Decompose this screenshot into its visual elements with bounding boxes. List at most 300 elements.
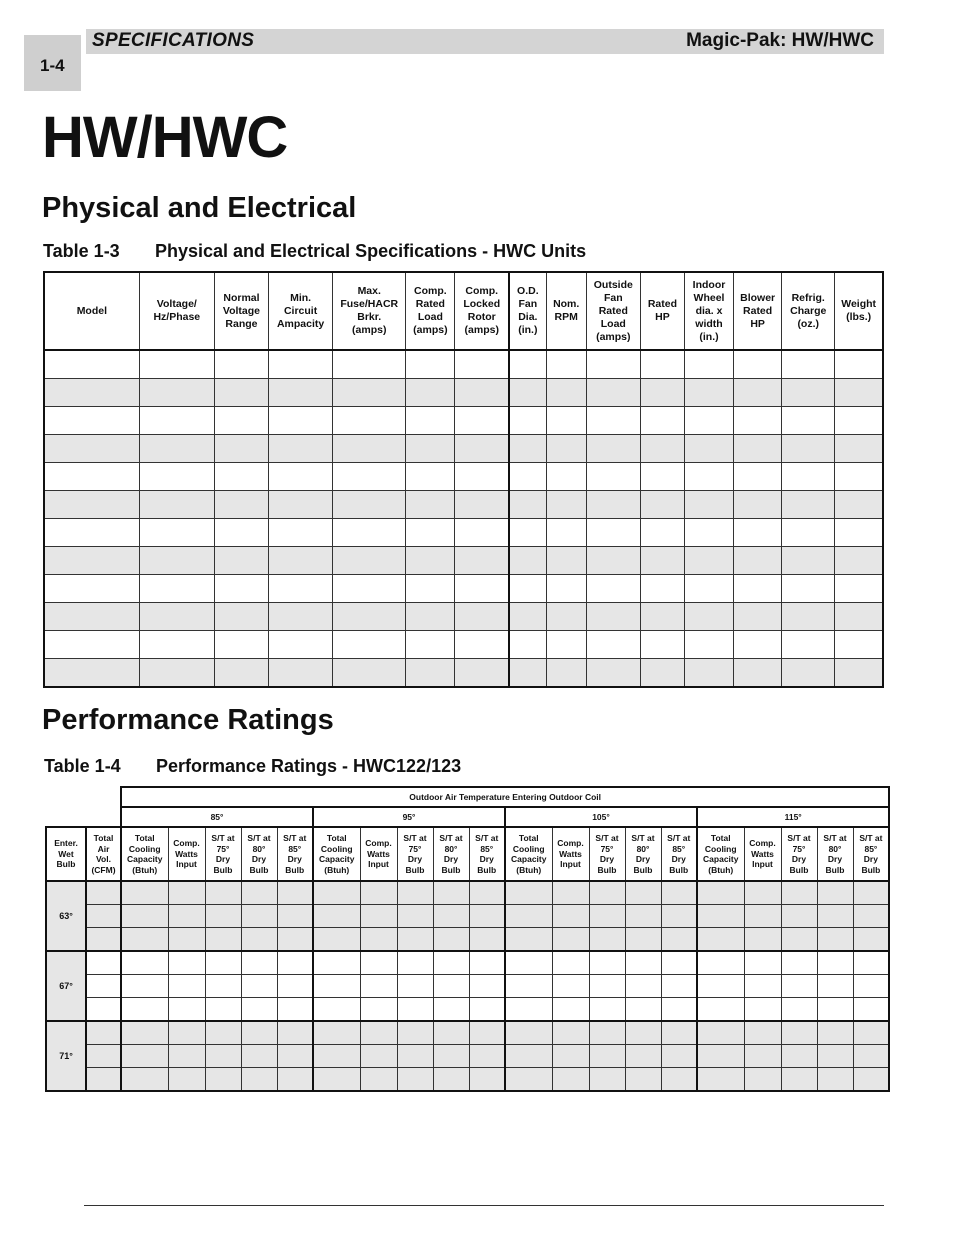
table-cell xyxy=(269,519,333,547)
table-cell xyxy=(455,379,509,407)
table-cell xyxy=(139,603,214,631)
table-cell xyxy=(697,1045,744,1068)
table-cell xyxy=(214,463,268,491)
table-cell xyxy=(469,975,505,998)
performance-col-header: S/T at 75° Dry Bulb xyxy=(205,827,241,881)
table-cell xyxy=(817,951,853,975)
table-cell xyxy=(455,491,509,519)
table-cell xyxy=(214,435,268,463)
table-cell xyxy=(406,631,455,659)
table-cell xyxy=(734,631,782,659)
performance-col-header: Total Cooling Capacity (Btuh) xyxy=(313,827,360,881)
table-cell xyxy=(313,1021,360,1045)
table-cell xyxy=(455,519,509,547)
table-cell xyxy=(625,905,661,928)
table-row xyxy=(44,350,883,379)
physical-col-header: Comp. Locked Rotor (amps) xyxy=(455,272,509,350)
table-cell xyxy=(835,350,883,379)
table-cell xyxy=(684,350,733,379)
table-cell xyxy=(469,1045,505,1068)
table-cell xyxy=(744,1045,781,1068)
table-cell xyxy=(205,928,241,952)
temperature-header: 85° xyxy=(121,807,313,827)
table-cell xyxy=(455,547,509,575)
table-cell xyxy=(241,975,277,998)
table-cell xyxy=(640,659,684,688)
table-cell xyxy=(661,905,697,928)
table-cell xyxy=(817,928,853,952)
table-cell xyxy=(433,998,469,1022)
table-cell xyxy=(835,379,883,407)
temperature-header: 105° xyxy=(505,807,697,827)
air-volume-header: Total Air Vol. (CFM) xyxy=(86,827,121,881)
table-cell xyxy=(313,1068,360,1092)
table-cell xyxy=(853,1068,889,1092)
table-cell xyxy=(509,407,546,435)
performance-col-header: Comp. Watts Input xyxy=(360,827,397,881)
table-row xyxy=(44,659,883,688)
table-cell xyxy=(406,491,455,519)
table-cell xyxy=(44,463,139,491)
table-cell xyxy=(433,928,469,952)
table-row xyxy=(44,379,883,407)
table-cell xyxy=(241,1045,277,1068)
table-cell xyxy=(455,659,509,688)
table-cell xyxy=(640,491,684,519)
table-cell xyxy=(121,998,168,1022)
table-cell xyxy=(589,1045,625,1068)
table-cell xyxy=(546,350,586,379)
table-cell xyxy=(168,881,205,905)
physical-col-header: Indoor Wheel dia. x width (in.) xyxy=(684,272,733,350)
page-number: 1-4 xyxy=(40,56,65,75)
performance-col-header: S/T at 85° Dry Bulb xyxy=(853,827,889,881)
table-cell xyxy=(44,379,139,407)
table-cell xyxy=(734,547,782,575)
table-cell xyxy=(586,435,640,463)
table-cell xyxy=(121,881,168,905)
table-cell xyxy=(835,603,883,631)
table-cell xyxy=(269,575,333,603)
table-cell xyxy=(546,547,586,575)
table-row xyxy=(44,463,883,491)
table-cell xyxy=(684,407,733,435)
table-cell xyxy=(781,1021,817,1045)
performance-col-header: S/T at 85° Dry Bulb xyxy=(469,827,505,881)
table-row xyxy=(44,407,883,435)
table-cell xyxy=(697,1068,744,1092)
table-cell xyxy=(640,379,684,407)
table-cell xyxy=(269,603,333,631)
table-cell xyxy=(661,1068,697,1092)
performance-col-header: S/T at 75° Dry Bulb xyxy=(397,827,433,881)
table-cell xyxy=(214,491,268,519)
table-cell xyxy=(269,435,333,463)
table-cell xyxy=(360,905,397,928)
table-cell xyxy=(269,407,333,435)
table-cell xyxy=(853,998,889,1022)
table-row xyxy=(44,547,883,575)
table-cell xyxy=(835,631,883,659)
table-cell xyxy=(589,951,625,975)
table-cell xyxy=(781,928,817,952)
table-cell xyxy=(589,905,625,928)
table-cell xyxy=(86,1068,121,1092)
table-cell xyxy=(509,463,546,491)
table-cell xyxy=(817,1045,853,1068)
table-cell xyxy=(625,928,661,952)
table-cell xyxy=(469,951,505,975)
table-cell xyxy=(241,928,277,952)
table-row xyxy=(46,928,889,952)
table-cell xyxy=(241,951,277,975)
table-cell xyxy=(734,379,782,407)
table-cell xyxy=(586,491,640,519)
table-cell xyxy=(640,603,684,631)
table-cell xyxy=(505,1045,552,1068)
table-cell xyxy=(684,631,733,659)
table-cell xyxy=(697,928,744,952)
table-cell xyxy=(277,1021,313,1045)
table-cell xyxy=(734,659,782,688)
performance-col-header: Comp. Watts Input xyxy=(744,827,781,881)
table-cell xyxy=(509,435,546,463)
table-cell xyxy=(269,547,333,575)
table-cell xyxy=(277,928,313,952)
table-cell xyxy=(505,928,552,952)
table-cell xyxy=(455,631,509,659)
table-cell xyxy=(782,350,835,379)
wet-bulb-header: Enter. Wet Bulb xyxy=(46,827,86,881)
table-cell xyxy=(734,350,782,379)
table-cell xyxy=(277,951,313,975)
table-cell xyxy=(853,975,889,998)
table-cell xyxy=(277,998,313,1022)
performance-col-header: S/T at 85° Dry Bulb xyxy=(277,827,313,881)
table-cell xyxy=(552,1045,589,1068)
table-cell xyxy=(214,547,268,575)
table-cell xyxy=(697,951,744,975)
temperature-header: 115° xyxy=(697,807,889,827)
table-cell xyxy=(546,435,586,463)
table-cell xyxy=(406,379,455,407)
table-cell xyxy=(853,881,889,905)
table-cell xyxy=(640,631,684,659)
table-cell xyxy=(509,603,546,631)
table-cell xyxy=(333,519,406,547)
table-cell xyxy=(269,631,333,659)
table-cell xyxy=(552,1021,589,1045)
table-cell xyxy=(744,998,781,1022)
table-cell xyxy=(589,1068,625,1092)
table-cell xyxy=(168,998,205,1022)
performance-col-header: S/T at 80° Dry Bulb xyxy=(241,827,277,881)
table-cell xyxy=(586,519,640,547)
table-cell xyxy=(782,603,835,631)
table-cell xyxy=(241,998,277,1022)
table-cell xyxy=(505,905,552,928)
table-row xyxy=(46,951,889,975)
table-row xyxy=(46,998,889,1022)
table-cell xyxy=(817,881,853,905)
performance-col-header: S/T at 80° Dry Bulb xyxy=(625,827,661,881)
table-cell xyxy=(333,575,406,603)
table-cell xyxy=(505,1068,552,1092)
table-row xyxy=(46,1021,889,1045)
table-cell xyxy=(661,998,697,1022)
table-cell xyxy=(214,603,268,631)
table-cell xyxy=(734,463,782,491)
table-cell xyxy=(313,951,360,975)
table-cell xyxy=(360,998,397,1022)
table-row xyxy=(46,975,889,998)
table-cell xyxy=(139,379,214,407)
table-cell xyxy=(586,575,640,603)
performance-col-header: S/T at 85° Dry Bulb xyxy=(661,827,697,881)
table-cell xyxy=(168,905,205,928)
table-cell xyxy=(744,975,781,998)
table-cell xyxy=(44,575,139,603)
performance-col-header: S/T at 80° Dry Bulb xyxy=(433,827,469,881)
table-cell xyxy=(853,1045,889,1068)
footer-rule xyxy=(84,1205,884,1206)
table-cell xyxy=(589,1021,625,1045)
table-cell xyxy=(782,491,835,519)
table-cell xyxy=(121,905,168,928)
table-cell xyxy=(552,881,589,905)
table-cell xyxy=(333,491,406,519)
table-cell xyxy=(121,1021,168,1045)
table-cell xyxy=(552,928,589,952)
table-cell xyxy=(360,1045,397,1068)
table-cell xyxy=(397,1045,433,1068)
table-cell xyxy=(697,881,744,905)
table-cell xyxy=(205,1021,241,1045)
table-cell xyxy=(313,998,360,1022)
physical-col-header: Nom. RPM xyxy=(546,272,586,350)
table-cell xyxy=(835,407,883,435)
table-cell xyxy=(168,1045,205,1068)
table-1-4-caption xyxy=(44,756,461,777)
table-cell xyxy=(205,998,241,1022)
table-cell xyxy=(313,928,360,952)
table-cell xyxy=(509,379,546,407)
table-cell xyxy=(782,631,835,659)
table-cell xyxy=(697,998,744,1022)
table-cell xyxy=(277,881,313,905)
table-cell xyxy=(661,1045,697,1068)
table-cell xyxy=(269,463,333,491)
physical-section-title: Physical and Electrical xyxy=(42,192,357,224)
table-cell xyxy=(139,435,214,463)
performance-ratings-table xyxy=(45,786,890,1092)
table-cell xyxy=(661,951,697,975)
table-cell xyxy=(397,1021,433,1045)
table-cell xyxy=(552,975,589,998)
table-cell xyxy=(781,1045,817,1068)
table-cell xyxy=(44,603,139,631)
table-cell xyxy=(782,519,835,547)
table-cell xyxy=(44,350,139,379)
page-title: HW/HWC xyxy=(42,105,288,170)
table-cell xyxy=(509,547,546,575)
table-cell xyxy=(205,951,241,975)
wet-bulb-label: 71° xyxy=(46,1021,86,1091)
table-cell xyxy=(360,1068,397,1092)
table-cell xyxy=(269,659,333,688)
table-cell xyxy=(139,350,214,379)
table-cell xyxy=(333,631,406,659)
table-row xyxy=(44,631,883,659)
table-cell xyxy=(44,631,139,659)
table-cell xyxy=(333,350,406,379)
physical-electrical-table xyxy=(43,271,884,688)
table-cell xyxy=(546,603,586,631)
table-cell xyxy=(397,905,433,928)
table-cell xyxy=(684,547,733,575)
table-cell xyxy=(86,928,121,952)
table-cell xyxy=(586,379,640,407)
table-cell xyxy=(121,951,168,975)
page-number-tab xyxy=(24,35,81,91)
table-cell xyxy=(44,407,139,435)
table-cell xyxy=(744,881,781,905)
table-cell xyxy=(214,407,268,435)
table-cell xyxy=(360,951,397,975)
table-cell xyxy=(406,435,455,463)
table-cell xyxy=(455,435,509,463)
table-cell xyxy=(509,519,546,547)
table-cell xyxy=(781,975,817,998)
table-cell xyxy=(455,407,509,435)
table-cell xyxy=(139,575,214,603)
table-cell xyxy=(397,928,433,952)
table-cell xyxy=(835,547,883,575)
table-cell xyxy=(684,491,733,519)
outdoor-temp-header: Outdoor Air Temperature Entering Outdoor Coil xyxy=(121,787,889,807)
table-cell xyxy=(44,659,139,688)
table-cell xyxy=(360,928,397,952)
table-cell xyxy=(684,575,733,603)
performance-section-title: Performance Ratings xyxy=(42,704,334,736)
table-cell xyxy=(552,951,589,975)
table-cell xyxy=(505,1021,552,1045)
table-row xyxy=(46,1045,889,1068)
table-cell xyxy=(333,603,406,631)
table-cell xyxy=(333,407,406,435)
table-cell xyxy=(546,659,586,688)
physical-col-header: Rated HP xyxy=(640,272,684,350)
table-cell xyxy=(661,928,697,952)
table-cell xyxy=(214,631,268,659)
table-cell xyxy=(505,881,552,905)
table-cell xyxy=(313,975,360,998)
table-cell xyxy=(782,659,835,688)
table-cell xyxy=(640,547,684,575)
table-cell xyxy=(835,659,883,688)
table-cell xyxy=(546,575,586,603)
table-cell xyxy=(86,1045,121,1068)
table-cell xyxy=(853,1021,889,1045)
table-cell xyxy=(817,1021,853,1045)
table-cell xyxy=(625,1045,661,1068)
table-cell xyxy=(817,1068,853,1092)
table-cell xyxy=(817,998,853,1022)
product-label: Magic-Pak: HW/HWC xyxy=(686,30,874,51)
table-cell xyxy=(277,905,313,928)
table-cell xyxy=(697,1021,744,1045)
table-cell xyxy=(586,659,640,688)
table-cell xyxy=(139,659,214,688)
table-cell xyxy=(333,659,406,688)
table-cell xyxy=(640,435,684,463)
table-cell xyxy=(505,998,552,1022)
performance-col-header: S/T at 75° Dry Bulb xyxy=(781,827,817,881)
table-cell xyxy=(586,463,640,491)
table-cell xyxy=(625,951,661,975)
table-cell xyxy=(406,350,455,379)
table-cell xyxy=(546,491,586,519)
table-cell xyxy=(469,1068,505,1092)
table-cell xyxy=(586,603,640,631)
table-cell xyxy=(44,491,139,519)
table-cell xyxy=(205,1045,241,1068)
table-cell xyxy=(455,463,509,491)
table-cell xyxy=(397,1068,433,1092)
table-cell xyxy=(684,659,733,688)
performance-col-header: Comp. Watts Input xyxy=(552,827,589,881)
table-cell xyxy=(744,905,781,928)
table-cell xyxy=(782,463,835,491)
table-cell xyxy=(168,928,205,952)
table-cell xyxy=(333,547,406,575)
table-cell xyxy=(241,1068,277,1092)
wet-bulb-label: 63° xyxy=(46,881,86,951)
table-cell xyxy=(697,905,744,928)
table-1-3-caption xyxy=(43,241,586,262)
table-cell xyxy=(697,975,744,998)
table-cell xyxy=(277,975,313,998)
table-1-4-title: Performance Ratings - HWC122/123 xyxy=(156,756,462,776)
table-cell xyxy=(313,1045,360,1068)
table-cell xyxy=(586,350,640,379)
table-cell xyxy=(168,951,205,975)
table-cell xyxy=(269,350,333,379)
table-cell xyxy=(546,519,586,547)
table-cell xyxy=(433,905,469,928)
table-cell xyxy=(509,659,546,688)
table-row xyxy=(44,575,883,603)
table-cell xyxy=(589,881,625,905)
table-cell xyxy=(241,1021,277,1045)
table-cell xyxy=(589,975,625,998)
table-cell xyxy=(333,379,406,407)
table-cell xyxy=(205,975,241,998)
table-cell xyxy=(853,928,889,952)
table-cell xyxy=(455,575,509,603)
table-cell xyxy=(817,975,853,998)
table-cell xyxy=(313,881,360,905)
table-cell xyxy=(509,631,546,659)
table-cell xyxy=(139,547,214,575)
table-cell xyxy=(86,951,121,975)
table-cell xyxy=(586,631,640,659)
table-cell xyxy=(139,463,214,491)
table-cell xyxy=(509,575,546,603)
table-cell xyxy=(241,881,277,905)
table-cell xyxy=(640,463,684,491)
table-cell xyxy=(684,603,733,631)
